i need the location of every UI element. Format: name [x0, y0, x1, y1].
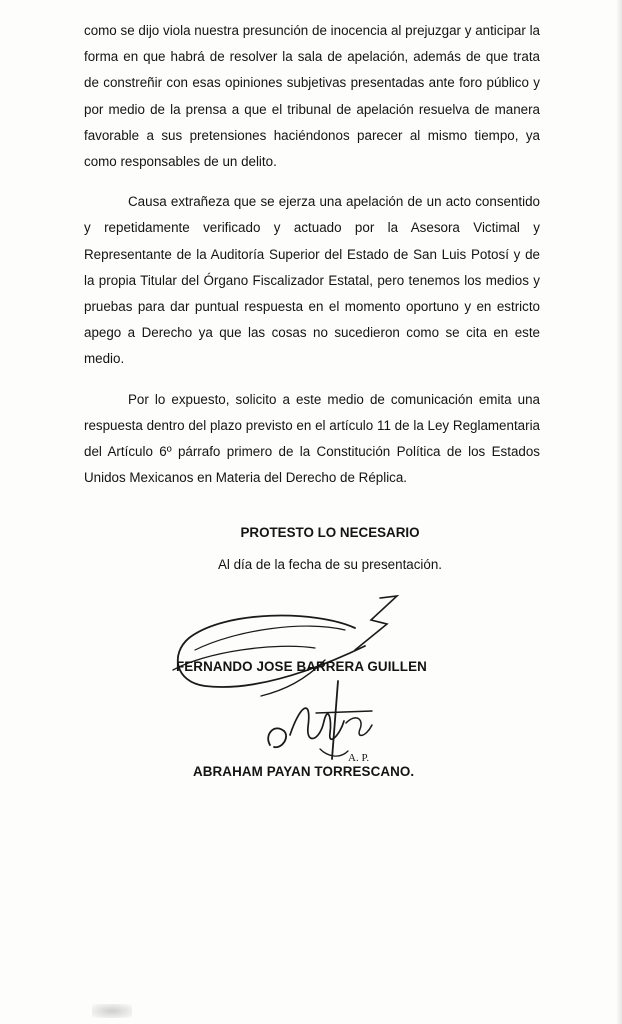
signer-name-fernando: FERNANDO JOSE BARRERA GUILLEN: [176, 659, 427, 674]
letter-body: [84, 18, 540, 505]
scan-smudge: [92, 1004, 132, 1018]
closing-date-line: Al día de la fecha de su presentación.: [217, 557, 443, 572]
signer-name-abraham: ABRAHAM PAYAN TORRESCANO.: [193, 764, 415, 779]
paragraph-continuation: como se dijo viola nuestra presunción de inocencia al prejuzgar y anticipar la forma en que habrá de resolver la sala de apelación, además de que trata de constreñir con esas opiniones subjetivas presentadas ante foro público y por medio de la prensa a que el tribunal de apelación resuelva de manera favorable a sus pretensiones haciéndonos parecer al mismo tiempo, ya como responsables de un delito.: [84, 23, 540, 170]
signature-abraham: [260, 675, 380, 765]
paragraph-solicitud: Por lo expuesto, solicito a este medio de comunicación emita una respuesta dentro del plazo previsto en el artículo 11 de la Ley Reglamentaria del Artículo 6º párrafo primero de la Constitución Política de los Estados Unidos Mexicanos en Materia del Derecho de Réplica.: [84, 391, 540, 486]
scan-edge-shadow: [616, 0, 622, 1024]
closing-title: PROTESTO LO NECESARIO: [240, 525, 420, 540]
paragraph-apelacion: Causa extrañeza que se ejerza una apelación de un acto consentido y repetidamente verificado y actuado por la Asesora Victimal y Representante de la Auditoría Superior del Estado de San Luis Potosí y de la propia Titular del Órgano Fiscalizador Estatal, pero tenemos los medios y pruebas para dar puntual respuesta en el momento oportuno y en estricto apego a Derecho ya que las cosas no sucedieron como se cita en este medio.: [84, 194, 540, 367]
signature-initials: A. P.: [348, 752, 370, 764]
